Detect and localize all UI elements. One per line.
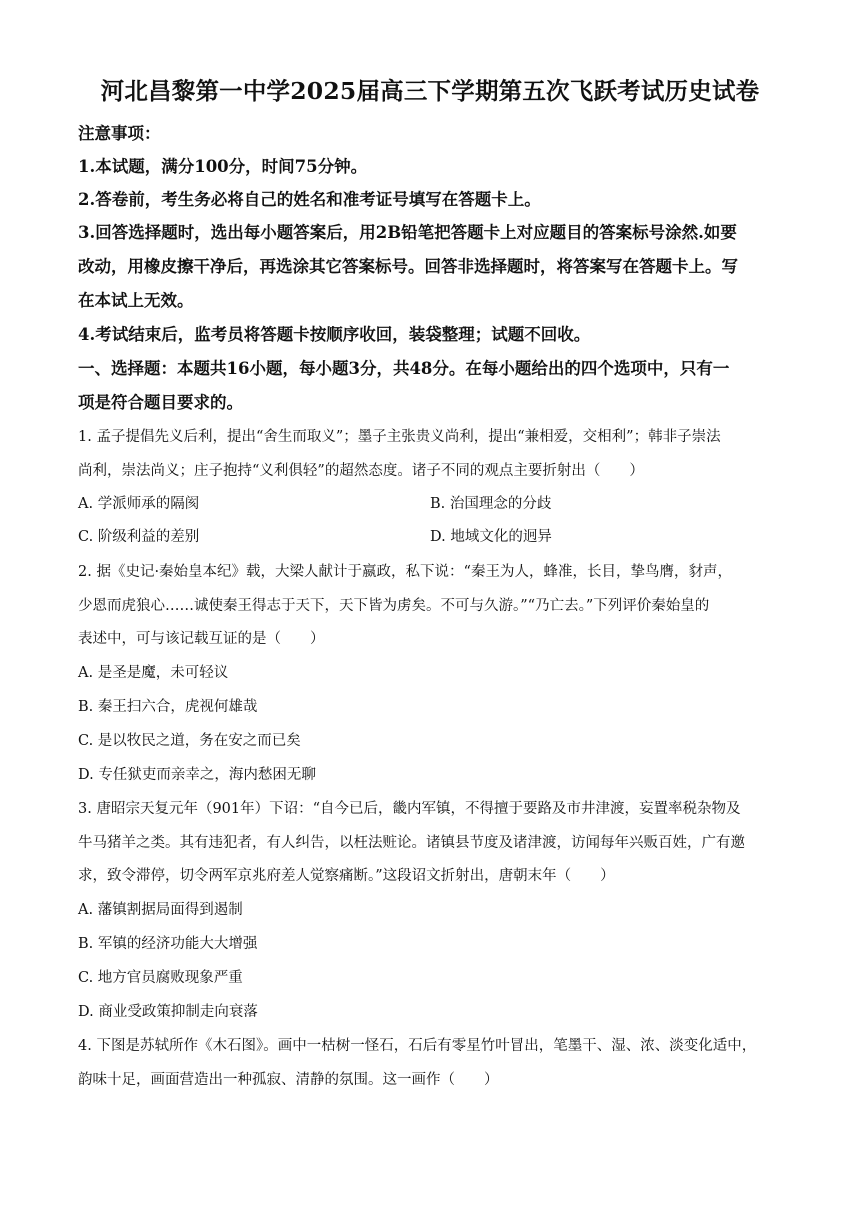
notice-line: 在本试上无效。 xyxy=(78,291,194,310)
option-d: D. 专任狱吏而亲幸之，海内愁困无聊 xyxy=(78,767,316,783)
option-a: A. 学派师承的隔阂 xyxy=(78,496,200,512)
question-stem: 1. 孟子提倡先义后利，提出“舍生而取义”；墨子主张贵义尚利，提出“兼相爱，交相利”；韩非子崇法 xyxy=(78,429,721,445)
option-c: C. 阶级利益的差别 xyxy=(78,529,200,545)
option-c: C. 地方官员腐败现象严重 xyxy=(78,970,243,986)
question-stem: 求，致令滞停，切令两军京兆府差人觉察痛断。”这段诏文折射出，唐朝末年（ ） xyxy=(78,868,615,884)
notice-line: 4.考试结束后，监考员将答题卡按顺序收回，装袋整理；试题不回收。 xyxy=(78,325,591,344)
question-stem: 表述中，可与该记载互证的是（ ） xyxy=(78,631,325,647)
question-stem: 尚利，崇法尚义；庄子抱持“义利俱轻”的超然态度。诸子不同的观点主要折射出（ ） xyxy=(78,463,644,479)
question-stem: 4. 下图是苏轼所作《木石图》。画中一枯树一怪石，石后有零星竹叶冒出，笔墨干、湿、浓、淡变化适中， xyxy=(78,1038,757,1054)
option-a: A. 藩镇割据局面得到遏制 xyxy=(78,902,243,918)
option-b: B. 治国理念的分歧 xyxy=(430,496,552,512)
notice-line: 改动，用橡皮擦干净后，再选涂其它答案标号。回答非选择题时，将答案写在答题卡上。写 xyxy=(78,257,738,276)
notice-heading: 注意事项： xyxy=(78,124,161,143)
question-stem: 韵味十足，画面营造出一种孤寂、清静的氛围。这一画作（ ） xyxy=(78,1072,499,1088)
option-d: D. 地域文化的迥异 xyxy=(430,529,552,545)
option-a: A. 是圣是魔，未可轻议 xyxy=(78,665,229,681)
exam-title: 河北昌黎第一中学2025届高三下学期第五次飞跃考试历史试卷 xyxy=(100,77,760,105)
option-d: D. 商业受政策抑制走向衰落 xyxy=(78,1004,258,1020)
notice-line: 1.本试题，满分100分，时间75分钟。 xyxy=(78,157,368,176)
question-stem: 牛马猪羊之类。其有违犯者，有人纠告，以枉法赃论。诸镇县节度及诸津渡，访闻每年兴贩百姓，广有邀 xyxy=(78,835,745,851)
notice-line: 3.回答选择题时，选出每小题答案后，用2B铅笔把答题卡上对应题目的答案标号涂然.如要 xyxy=(78,223,737,242)
option-b: B. 秦王扫六合，虎视何雄哉 xyxy=(78,699,258,715)
question-stem: 少恩而虎狼心……诚使秦王得志于天下，天下皆为虏矣。不可与久游。”“乃亡去。”下列评价秦始皇的 xyxy=(78,598,710,614)
notice-line: 2.答卷前，考生务必将自己的姓名和准考证号填写在答题卡上。 xyxy=(78,190,541,209)
option-c: C. 是以牧民之道，务在安之而已矣 xyxy=(78,733,301,749)
question-stem: 2. 据《史记·秦始皇本纪》载，大梁人献计于嬴政，私下说：“秦王为人，蜂准，长目，挚鸟膺，豺声， xyxy=(78,564,732,580)
section-heading: 一、选择题：本题共16小题，每小题3分，共48分。在每小题给出的四个选项中，只有一 xyxy=(78,359,730,378)
question-stem: 3. 唐昭宗天复元年（901年）下诏：“自今已后，畿内军镇，不得擅于要路及市井津渡，妄置率税杂物及 xyxy=(78,801,741,817)
section-heading: 项是符合题目要求的。 xyxy=(78,393,243,412)
option-b: B. 军镇的经济功能大大增强 xyxy=(78,936,258,952)
